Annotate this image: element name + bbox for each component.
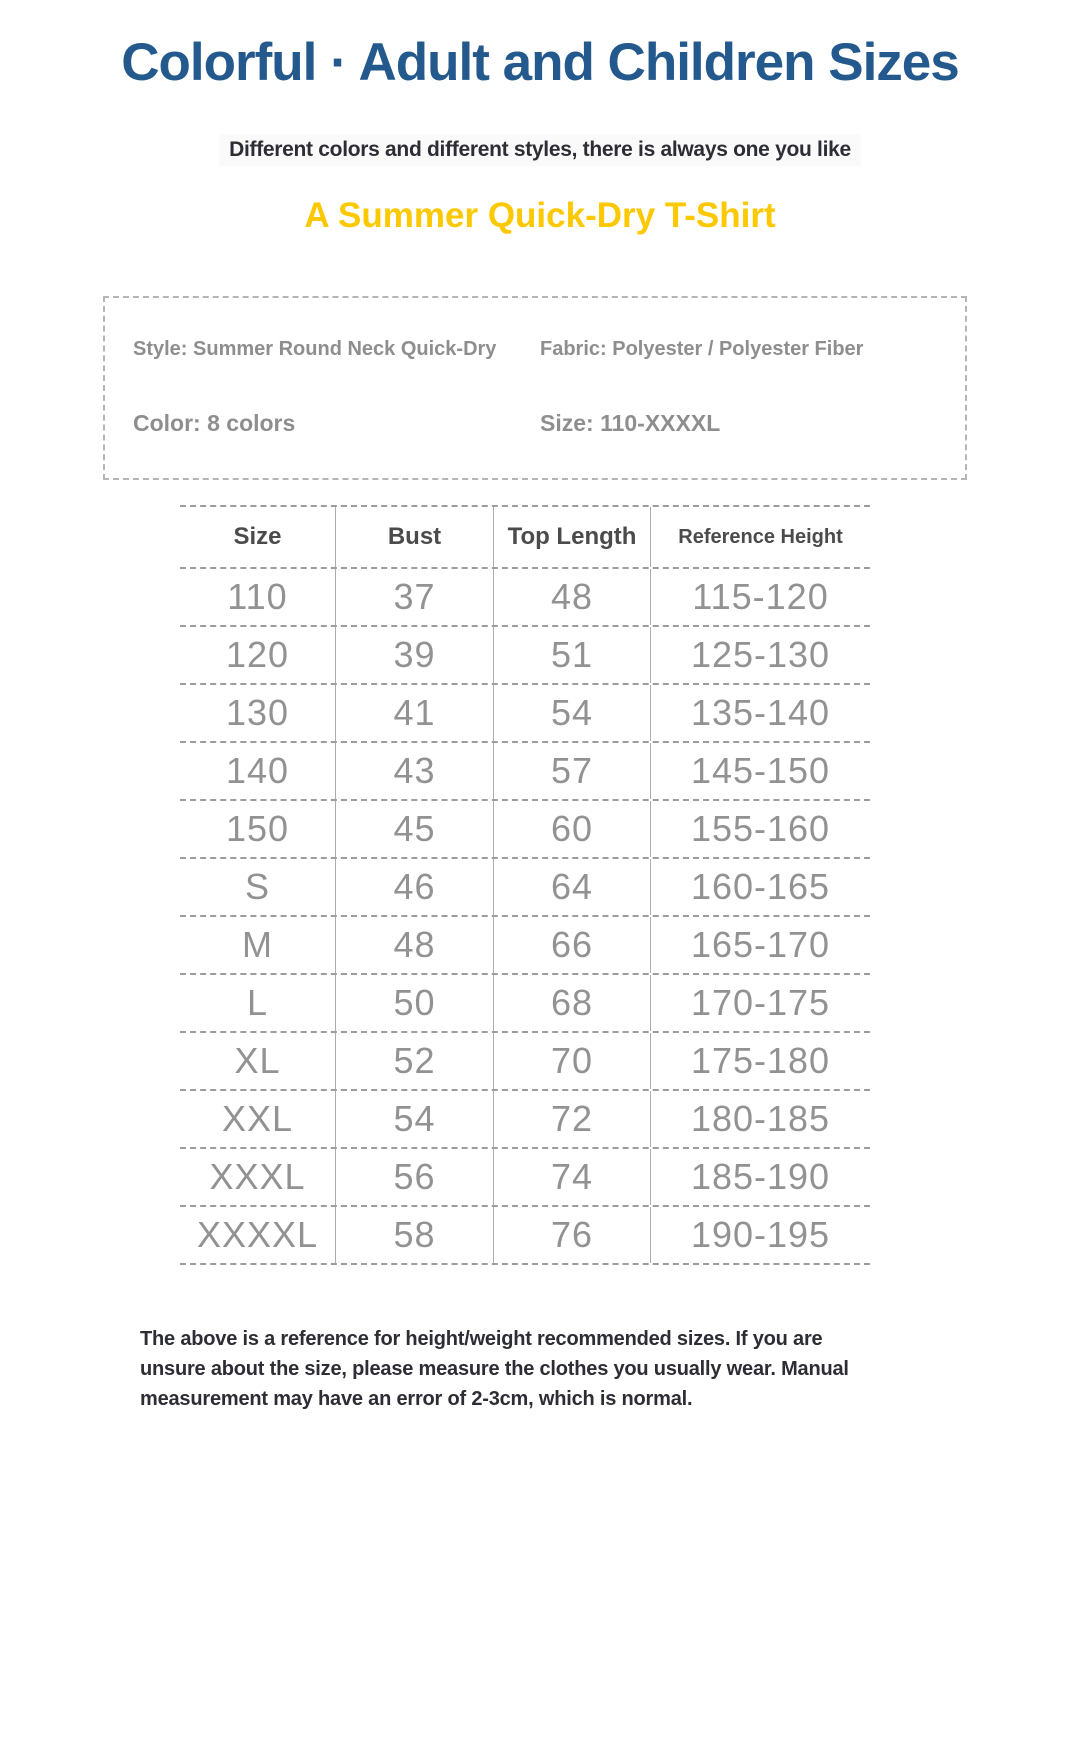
- cell-bust: 52: [336, 1033, 494, 1089]
- table-row: [180, 1091, 870, 1149]
- table-row: [180, 685, 870, 743]
- cell-top-length: 66: [494, 917, 651, 973]
- cell-bust: 56: [336, 1149, 494, 1205]
- cell-top-length: 68: [494, 975, 651, 1031]
- table-row: [180, 975, 870, 1033]
- cell-size: M: [180, 917, 336, 973]
- product-heading: A Summer Quick-Dry T-Shirt: [304, 196, 776, 235]
- cell-bust: 43: [336, 743, 494, 799]
- cell-size: 110: [180, 569, 336, 625]
- cell-top-length: 60: [494, 801, 651, 857]
- table-row: [180, 859, 870, 917]
- column-header-bust: Bust: [336, 507, 494, 567]
- cell-reference-height: 170-175: [690, 982, 831, 1023]
- cell-size: 150: [180, 801, 336, 857]
- cell-bust: 41: [336, 685, 494, 741]
- size-table: [180, 505, 870, 1265]
- cell-top-length: 48: [494, 569, 651, 625]
- style-label: Style: Summer Round Neck Quick-Dry: [133, 337, 497, 360]
- cell-bust: 45: [336, 801, 494, 857]
- cell-reference-height: 190-195: [690, 1214, 831, 1255]
- cell-size: 120: [180, 627, 336, 683]
- cell-reference-height: 155-160: [690, 808, 831, 849]
- cell-top-length: 70: [494, 1033, 651, 1089]
- cell-size: XXXL: [180, 1149, 336, 1205]
- color-label: Color: 8 colors: [133, 409, 296, 436]
- product-info-box: [103, 296, 967, 480]
- table-row: [180, 801, 870, 859]
- column-header-size: Size: [180, 507, 336, 567]
- measurement-note-line: unsure about the size, please measure the clothes you usually wear. Manual: [140, 1358, 849, 1380]
- cell-reference-height: 185-190: [690, 1156, 831, 1197]
- cell-size: XXL: [180, 1091, 336, 1147]
- column-header-top-length: Top Length: [494, 507, 651, 567]
- size-table-body: [180, 569, 870, 1265]
- cell-size: 140: [180, 743, 336, 799]
- cell-reference-height: 165-170: [690, 924, 831, 965]
- measurement-note-line: The above is a reference for height/weight recommended sizes. If you are: [140, 1328, 823, 1350]
- cell-bust: 50: [336, 975, 494, 1031]
- subtitle-text: Different colors and different styles, there is always one you like: [219, 134, 861, 166]
- cell-top-length: 64: [494, 859, 651, 915]
- cell-size: L: [180, 975, 336, 1031]
- cell-bust: 54: [336, 1091, 494, 1147]
- cell-size: XXXXL: [180, 1207, 336, 1263]
- cell-bust: 48: [336, 917, 494, 973]
- table-row: [180, 1033, 870, 1091]
- fabric-label: Fabric: Polyester / Polyester Fiber: [540, 337, 864, 360]
- cell-top-length: 74: [494, 1149, 651, 1205]
- page-title: Colorful · Adult and Children Sizes: [121, 33, 959, 92]
- cell-reference-height: 180-185: [690, 1098, 831, 1139]
- cell-size: XL: [180, 1033, 336, 1089]
- size-table-header: [180, 505, 870, 569]
- cell-bust: 58: [336, 1207, 494, 1263]
- cell-size: S: [180, 859, 336, 915]
- cell-reference-height: 160-165: [690, 866, 831, 907]
- cell-top-length: 57: [494, 743, 651, 799]
- cell-reference-height: 135-140: [690, 692, 831, 733]
- cell-size: 130: [180, 685, 336, 741]
- table-row: [180, 917, 870, 975]
- table-row: [180, 1149, 870, 1207]
- table-row: [180, 569, 870, 627]
- subtitle-row: [0, 134, 1080, 166]
- table-row: [180, 1207, 870, 1265]
- measurement-note-line: measurement may have an error of 2-3cm, which is normal.: [140, 1388, 693, 1410]
- cell-bust: 46: [336, 859, 494, 915]
- table-row: [180, 627, 870, 685]
- cell-top-length: 54: [494, 685, 651, 741]
- cell-reference-height: 175-180: [690, 1040, 831, 1081]
- column-header-reference-height: Reference Height: [678, 525, 843, 548]
- cell-reference-height: 125-130: [690, 634, 831, 675]
- measurement-note: [140, 1324, 1000, 1414]
- cell-reference-height: 115-120: [692, 576, 829, 617]
- table-row: [180, 743, 870, 801]
- cell-bust: 39: [336, 627, 494, 683]
- size-label: Size: 110-XXXXL: [540, 409, 721, 436]
- cell-top-length: 76: [494, 1207, 651, 1263]
- cell-top-length: 51: [494, 627, 651, 683]
- cell-reference-height: 145-150: [690, 750, 831, 791]
- cell-top-length: 72: [494, 1091, 651, 1147]
- cell-bust: 37: [336, 569, 494, 625]
